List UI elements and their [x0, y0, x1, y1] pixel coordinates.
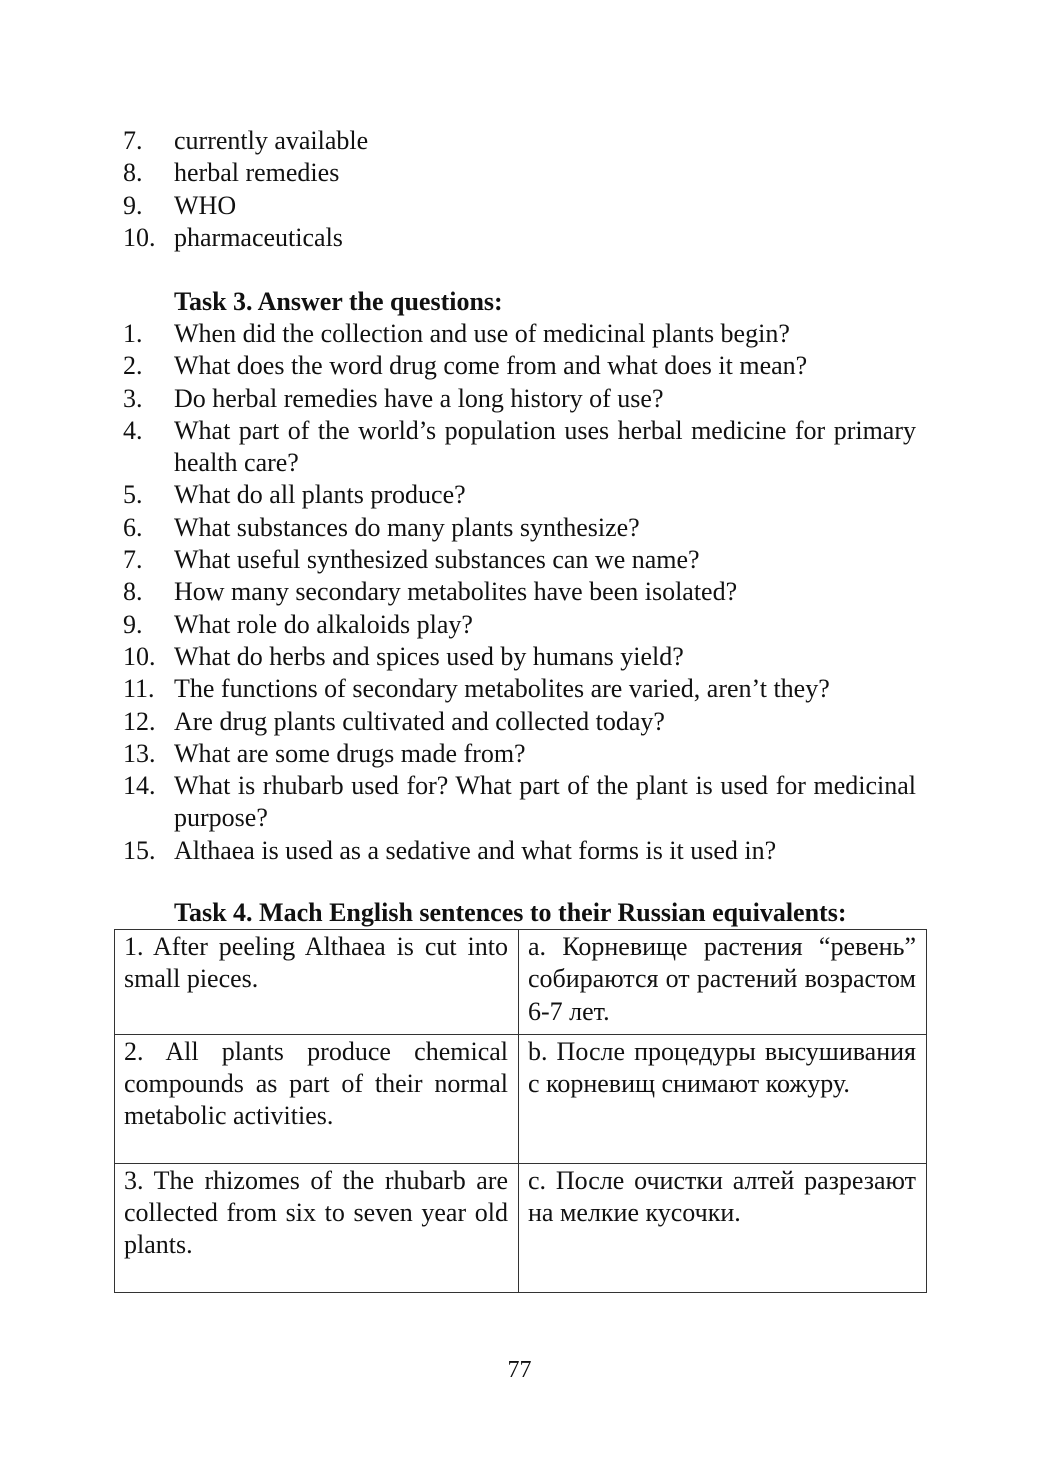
question-number: 10.: [123, 641, 156, 671]
vocabulary-list: [123, 125, 916, 254]
question-item: [123, 512, 916, 544]
question-item: [123, 609, 916, 641]
question-item: [123, 383, 916, 415]
russian-sentence-cell: c. После очистки алтей разрезают на мелкие кусочки.: [519, 1163, 927, 1292]
list-item: [123, 222, 916, 254]
matching-table: [114, 929, 927, 1293]
question-text: What part of the world’s population uses herbal medicine for primary health care?: [174, 415, 916, 478]
question-text: What does the word drug come from and what does it mean?: [174, 351, 808, 381]
english-sentence-cell: 3. The rhizomes of the rhubarb are collected from six to seven year old plants.: [115, 1163, 519, 1292]
question-text: What do all plants produce?: [174, 480, 466, 510]
question-number: 6.: [123, 512, 143, 542]
question-text: How many secondary metabolites have been isolated?: [174, 577, 738, 607]
item-text: WHO: [174, 190, 237, 220]
question-number: 13.: [123, 738, 156, 768]
question-item: [123, 641, 916, 673]
question-text: What are some drugs made from?: [174, 738, 526, 768]
question-text: What useful synthesized substances can we name?: [174, 545, 700, 575]
question-text: What is rhubarb used for? What part of the plant is used for medicinal purpose?: [174, 771, 916, 833]
task4-title: Task 4. Mach English sentences to their Russian equivalents:: [174, 898, 847, 927]
question-item: [123, 350, 916, 382]
question-item: [123, 770, 916, 835]
question-item: [123, 673, 916, 705]
question-number: 3.: [123, 383, 143, 413]
item-text: herbal remedies: [174, 158, 340, 188]
item-number: 7.: [123, 126, 143, 155]
question-text: What role do alkaloids play?: [174, 609, 473, 639]
question-number: 7.: [123, 545, 143, 575]
item-number: 8.: [123, 158, 143, 188]
page-number: 77: [507, 1357, 532, 1383]
table-row: [115, 930, 927, 1035]
list-item: [123, 190, 916, 222]
question-number: 15.: [123, 835, 156, 865]
question-text: What do herbs and spices used by humans yield?: [174, 641, 684, 671]
question-text: When did the collection and use of medicinal plants begin?: [174, 319, 790, 348]
question-number: 5.: [123, 480, 143, 510]
question-number: 4.: [123, 415, 143, 445]
russian-sentence-cell: b. После процедуры высушивания с корневищ снимают кожуру.: [519, 1034, 927, 1163]
question-text: The functions of secondary metabolites are varied, aren’t they?: [174, 674, 830, 704]
english-sentence-cell: 2. All plants produce chemical compounds as part of their normal metabolic activities.: [115, 1034, 519, 1163]
question-item: [123, 835, 916, 867]
item-number: 9.: [123, 190, 143, 220]
question-number: 14.: [123, 771, 156, 801]
question-item: [123, 576, 916, 608]
question-item: [123, 706, 916, 738]
question-item: [123, 415, 916, 480]
question-item: [123, 544, 916, 576]
question-text: What substances do many plants synthesize?: [174, 512, 640, 542]
question-item: [123, 738, 916, 770]
item-text: currently available: [174, 126, 369, 155]
question-number: 2.: [123, 351, 143, 381]
russian-sentence-cell: a. Корневище растения “ревень” собираются от растений возрастом 6-7 лет.: [519, 930, 927, 1035]
question-number: 8.: [123, 577, 143, 607]
question-number: 11.: [123, 674, 155, 704]
question-text: Do herbal remedies have a long history of use?: [174, 383, 664, 413]
list-item: [123, 157, 916, 189]
item-number: 10.: [123, 222, 156, 252]
table-row: [115, 1034, 927, 1163]
task3-title: Task 3. Answer the questions:: [174, 287, 503, 316]
question-number: 1.: [123, 319, 143, 348]
table-row: [115, 1163, 927, 1292]
item-text: pharmaceuticals: [174, 222, 343, 252]
task3-question-list: [123, 318, 916, 867]
english-sentence-cell: 1. After peeling Althaea is cut into small pieces.: [115, 930, 519, 1035]
question-item: [123, 318, 916, 350]
question-text: Althaea is used as a sedative and what forms is it used in?: [174, 835, 777, 865]
question-text: Are drug plants cultivated and collected today?: [174, 706, 665, 736]
question-number: 9.: [123, 609, 143, 639]
question-item: [123, 479, 916, 511]
list-item: [123, 125, 916, 157]
question-number: 12.: [123, 706, 156, 736]
